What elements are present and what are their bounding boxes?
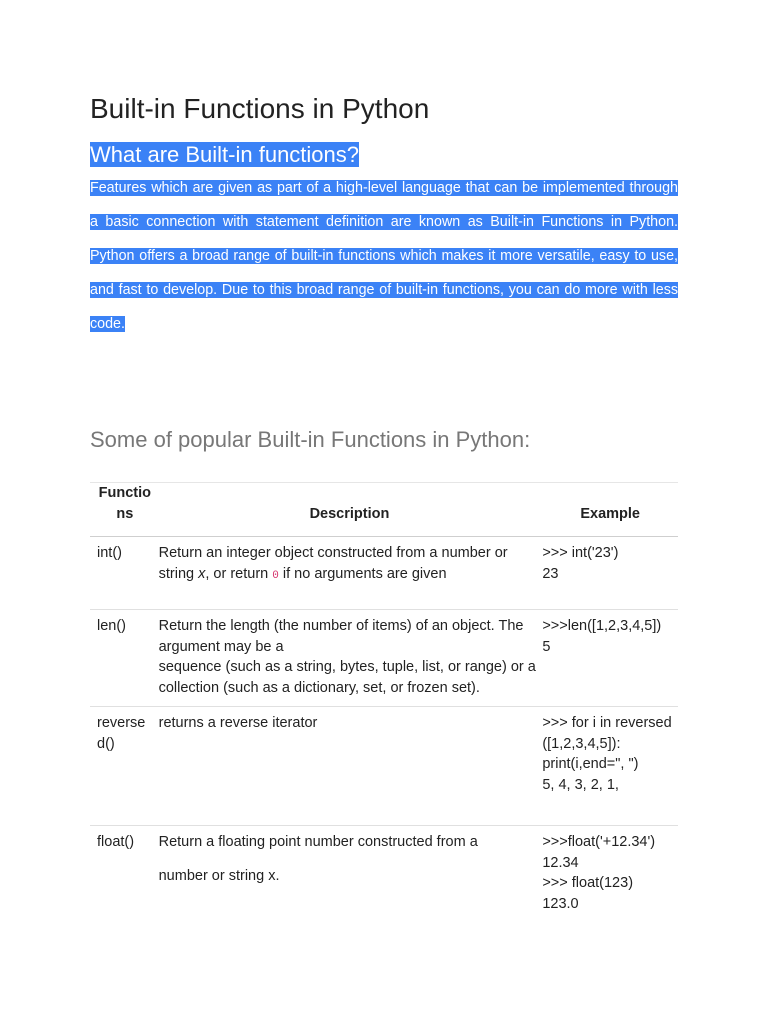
description-text: Return an integer object constructed from a number or string [158, 545, 508, 582]
section-subtitle[interactable] [90, 142, 359, 168]
function-name: len() [97, 618, 127, 634]
subtitle-text: What are Built-in functions? [90, 142, 360, 167]
header-example: Example [580, 506, 640, 522]
description-text: Return the length (the number of items) of an object. The argument may be a [158, 618, 524, 655]
example-text: >>> for i in reversed([1,2,3,4,5]): print(i,end=", ") 5, 4, 3, 2, 1, [542, 715, 672, 794]
header-functions: Functions [98, 485, 151, 522]
description-italic: x [198, 565, 206, 582]
function-example [540, 537, 678, 610]
table-row [90, 610, 678, 707]
page-title: Built-in Functions in Python [90, 93, 430, 124]
description-text: Return a floating point number constructed from a [158, 834, 478, 850]
table-row [90, 537, 678, 610]
function-description [157, 610, 541, 707]
functions-table [90, 482, 678, 922]
function-example [540, 707, 678, 826]
intro-text: Features which are given as part of a high-level language that can be implemented through a basic connection with statement definition are known as Built-in Functions in Python. Python offers a broad range of built-in functions which makes it more versatile, easy to use, and fast to develop. Due to this broad range of built-in functions, you can do more with less code. [90, 180, 678, 332]
function-example [540, 826, 678, 923]
description-text: number or string x. [158, 867, 280, 884]
table-row [90, 707, 678, 826]
example-text: >>> int('23') 23 [542, 545, 619, 582]
description-text: , or return [205, 565, 273, 582]
section-heading: Some of popular Built-in Functions in Python: [90, 427, 531, 452]
example-text: >>>float('+12.34') 12.34 >>> float(123) 123.0 [542, 834, 656, 913]
function-name: float() [97, 834, 135, 850]
inline-code: 0 [272, 569, 279, 582]
example-text: >>>len([1,2,3,4,5]) 5 [542, 618, 662, 655]
table-row [90, 826, 678, 923]
function-description [157, 537, 541, 610]
header-description: Description [309, 506, 390, 522]
function-example [540, 610, 678, 707]
description-text: if no arguments are given [278, 565, 447, 582]
table-header-row [90, 483, 678, 537]
function-name: reversed() [97, 715, 146, 752]
function-description [157, 826, 541, 923]
intro-paragraph[interactable] [90, 171, 678, 341]
function-name: int() [97, 545, 122, 561]
description-text: sequence (such as a string, bytes, tuple, list, or range) or a collection (such as a dictionary, set, or frozen set). [158, 659, 536, 697]
function-description: returns a reverse iterator [158, 715, 318, 731]
